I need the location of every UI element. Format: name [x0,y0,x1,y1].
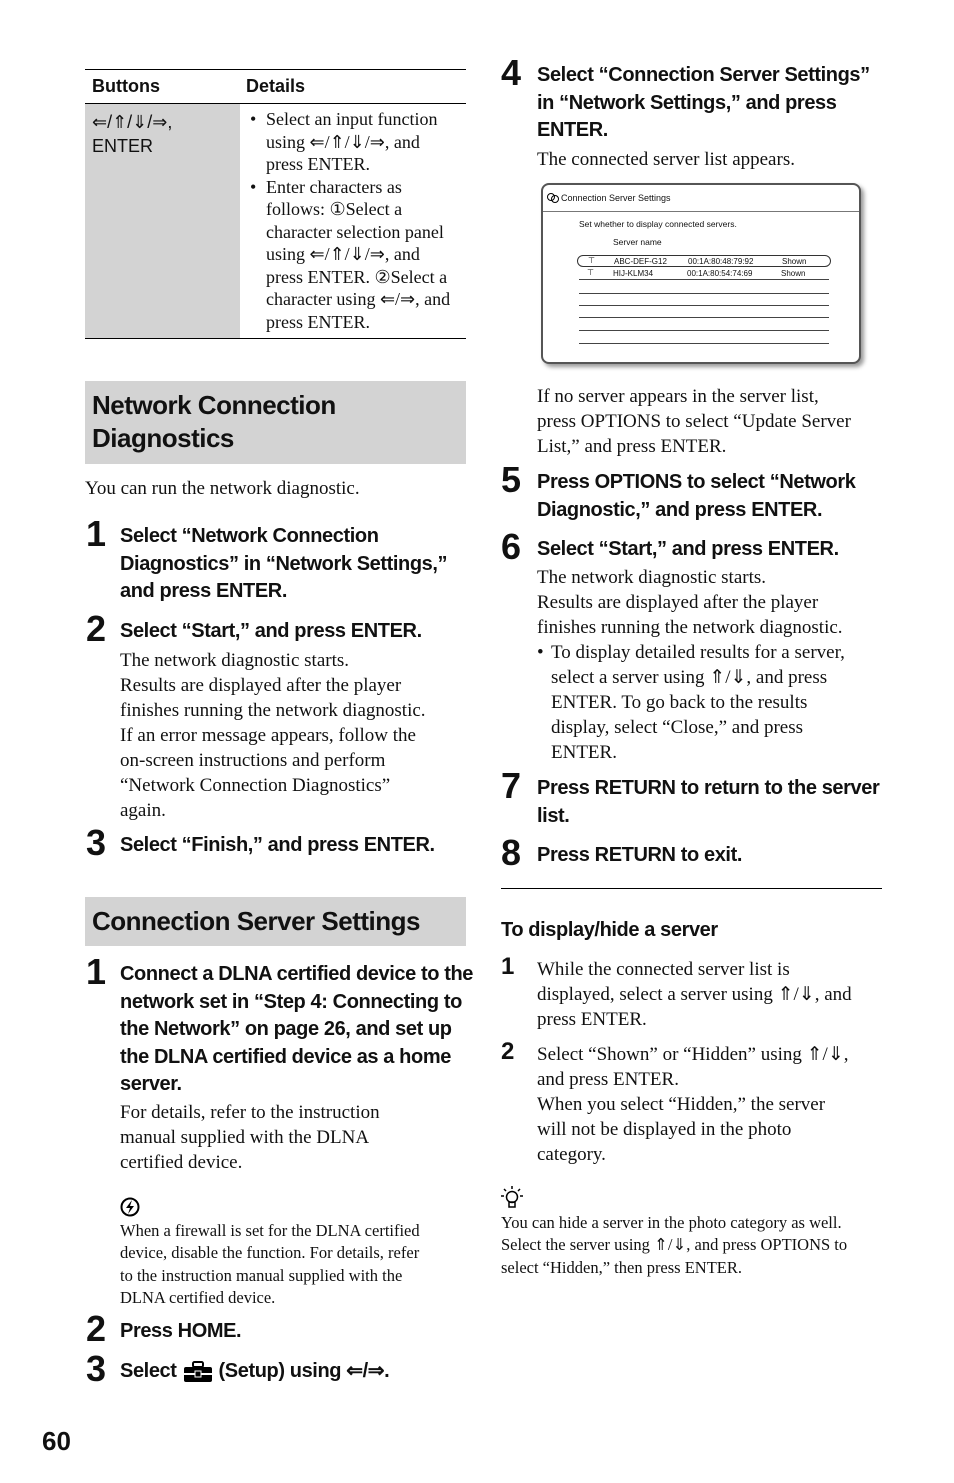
table-header-buttons: Buttons [92,76,160,96]
screen-description: Set whether to display connected servers. [579,219,737,229]
sub-heading: To display/hide a server [501,919,718,941]
section-heading-network-diagnostics [85,381,466,464]
bullet-item [537,640,845,765]
server-icon: ⊤ [587,268,594,277]
step-title-post: (Setup) using ⇐/⇒. [218,1360,390,1382]
body-line: press OPTIONS to select “Update Server [537,411,851,432]
buttons-cell-line1: ⇐/⇑/⇓/⇒, [92,112,173,132]
body-line: The network diagnostic starts. [120,650,350,671]
server-row[interactable] [579,268,829,280]
body-line: on-screen instructions and perform [120,750,386,771]
step-number: 1 [86,951,106,992]
step-line: Diagnostic,” and press ENTER. [537,498,823,521]
step-title [120,523,447,606]
step-line: Press RETURN to return to the server [537,777,880,799]
step-title [120,1358,389,1386]
step-number: 2 [86,1308,106,1349]
step-title [120,961,473,1099]
no-server-text [537,384,851,459]
step-line: server. [120,1073,182,1095]
lightbulb-tip-icon [501,1186,523,1210]
step-title [537,775,879,830]
step-line: Diagnostics” in “Network Settings,” [120,552,448,575]
step-body: The connected server list appears. [537,149,795,170]
details-item-1: • Select an input function using ⇐/⇑/⇓/⇒, and press ENTER. [250,108,460,176]
body-line: again. [120,800,166,821]
server-settings-screenshot [541,183,861,364]
table-header [85,69,466,104]
note-line: DLNA certified device. [120,1287,276,1307]
table-row [85,104,466,339]
body-line: When you select “Hidden,” the server [537,1094,826,1115]
step-line: Press OPTIONS to select “Network [537,471,856,493]
step-title: Select “Finish,” and press ENTER. [120,834,435,856]
divider [543,211,859,212]
step-body [537,1042,849,1167]
body-line: Select “Shown” or “Hidden” using ⇑/⇓, [537,1044,849,1065]
server-mac: 00:1A:80:54:74:69 [687,269,753,278]
details-cell [240,104,466,338]
body-line: Results are displayed after the player [537,592,819,613]
step-line: Connect a DLNA certified device to the [120,963,474,985]
body-line: Results are displayed after the player [120,675,402,696]
body-line: manual supplied with the DLNA [120,1127,370,1148]
table-header-details: Details [246,76,306,96]
step-number: 1 [86,513,106,554]
step-number: 8 [501,832,521,873]
body-line: If no server appears in the server list, [537,386,819,407]
flash-note-icon [120,1196,142,1218]
step-body [120,648,426,823]
step-title: Select “Start,” and press ENTER. [120,620,422,642]
step-title: Select “Start,” and press ENTER. [537,538,839,560]
body-line: and press ENTER. [537,1069,679,1090]
step-line: and press ENTER. [120,580,287,602]
step-number: 4 [501,52,521,93]
body-line: • To display detailed results for a server, [551,642,845,663]
body-line: displayed, select a server using ⇑/⇓, and [537,984,852,1005]
server-icon: ⊤ [588,256,595,265]
server-name: ABC-DEF-G12 [614,257,667,266]
step-title [537,469,855,524]
body-line: ENTER. To go back to the results [551,692,808,713]
body-line: finishes running the network diagnostic. [537,617,843,638]
step-line: network set in “Step 4: Connecting to [120,990,462,1013]
step-number: 6 [501,526,521,567]
note-line: When a firewall is set for the DLNA certified [120,1221,420,1240]
step-number: 5 [501,459,521,500]
body-line: If an error message appears, follow the [120,725,416,746]
server-status: Shown [782,257,807,266]
heading-line: Network Connection [92,390,336,420]
server-name: HIJ-KLM34 [613,269,654,278]
body-line: will not be displayed in the photo [537,1119,792,1140]
section-heading-connection-server: Connection Server Settings [85,897,466,946]
empty-row [579,343,829,344]
body-line: ENTER. [551,742,617,763]
toolbox-setup-icon [183,1361,213,1383]
step-title: Press HOME. [120,1320,242,1342]
step-body [120,1100,380,1175]
screen-title: Connection Server Settings [561,193,671,203]
details-item-2: • Enter characters as follows: ①Select a character selection panel using ⇐/⇑/⇓/⇒, and press ENTER. ②Select a character using ⇐/⇒, and press ENTER. [250,176,460,334]
heading-line: Diagnostics [92,423,234,453]
step-line: Select “Connection Server Settings” [537,64,870,86]
body-line: For details, refer to the instruction [120,1102,380,1123]
network-diag-intro: You can run the network diagnostic. [85,478,360,499]
note-line: select “Hidden,” then press ENTER. [501,1257,743,1277]
buttons-cell-line2: ENTER [92,136,154,156]
server-row[interactable] [577,255,831,267]
note-line: Select the server using ⇑/⇓, and press OPTIONS to [501,1235,848,1255]
step-number: 1 [501,953,514,980]
body-line: List,” and press ENTER. [537,436,727,457]
step-body [537,565,845,765]
firewall-note [120,1220,420,1309]
body-line: While the connected server list is [537,959,790,980]
page-number: 60 [42,1426,71,1456]
body-line: press ENTER. [537,1009,647,1030]
body-line: select a server using ⇑/⇓, and press [551,667,828,688]
step-number: 3 [86,1348,106,1389]
empty-row [579,330,829,331]
body-line: category. [537,1144,606,1165]
column-header-server-name: Server name [613,237,662,247]
step-body [537,957,852,1032]
step-line: ENTER. [537,119,608,141]
divider [501,888,882,889]
step-title: Press RETURN to exit. [537,844,742,866]
step-line: the Network” on page 26, and set up [120,1018,452,1040]
step-number: 2 [86,608,106,649]
note-line: to the instruction manual supplied with the [120,1265,403,1285]
tip-text [501,1212,847,1279]
step-line: the DLNA certified device as a home [120,1045,451,1068]
body-line: finishes running the network diagnostic. [120,700,426,721]
step-number: 3 [86,822,106,863]
step-title [537,62,870,145]
body-line: certified device. [120,1152,243,1173]
body-line: “Network Connection Diagnostics” [120,775,391,796]
note-line: device, disable the function. For details, refer [120,1243,420,1263]
buttons-cell [85,104,240,338]
network-settings-icon [547,191,559,203]
step-number: 2 [501,1038,514,1065]
step-line: in “Network Settings,” and press [537,91,837,114]
body-line: The network diagnostic starts. [537,567,767,588]
step-number: 7 [501,765,521,806]
buttons-details-table [85,69,466,339]
empty-row [579,317,829,318]
server-status: Shown [781,269,806,278]
server-mac: 00:1A:80:48:79:92 [688,257,754,266]
step-line: Select “Network Connection [120,525,379,547]
body-line: display, select “Close,” and press [551,717,804,738]
note-line: You can hide a server in the photo category as well. [501,1213,842,1232]
empty-row [579,293,829,294]
empty-row [579,305,829,306]
step-title-pre: Select [120,1360,177,1382]
step-line: list. [537,804,570,827]
